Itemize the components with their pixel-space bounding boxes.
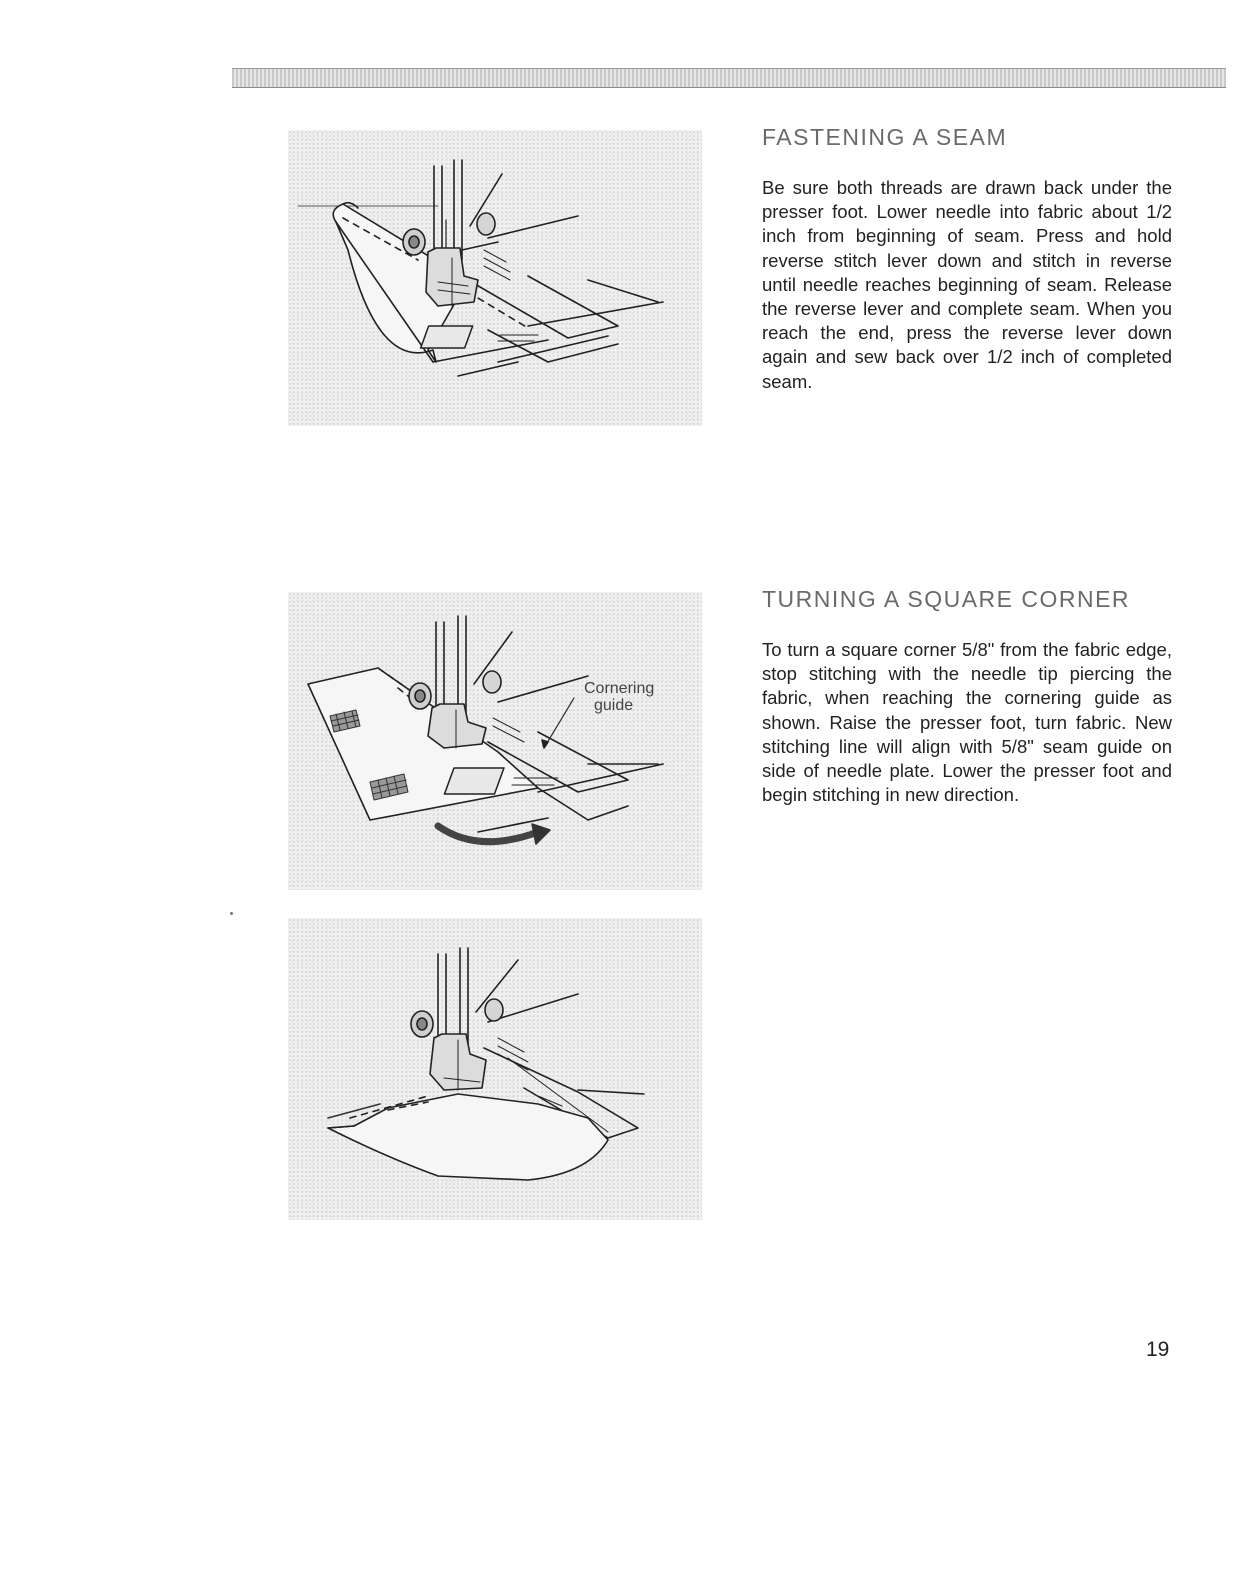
cornering-guide-callout: Cornering bbox=[584, 680, 655, 697]
fastening-seam-heading: FASTENING A SEAM bbox=[762, 124, 1008, 150]
page-number: 19 bbox=[1146, 1338, 1170, 1361]
new-direction-illustration bbox=[288, 918, 702, 1220]
header-rule bbox=[232, 68, 1226, 88]
square-corner-illustration bbox=[288, 592, 702, 890]
scan-speck bbox=[230, 912, 233, 915]
square-corner-heading: TURNING A SQUARE CORNER bbox=[762, 586, 1131, 612]
fastening-seam-illustration bbox=[288, 130, 702, 426]
cornering-guide-callout-line2: guide bbox=[594, 697, 634, 714]
fastening-seam-instructions: Be sure both threads are drawn back under the presser foot. Lower needle into fabric about 1/2 inch from beginning of seam. Press and hold reverse stitch lever down and stitch in reverse until needle reaches beginning of seam. Release the reverse lever and complete seam. When you reach the end, press the reverse lever down again and sew back over 1/2 inch of completed seam. bbox=[762, 177, 1172, 392]
square-corner-instructions: To turn a square corner 5/8" from the fabric edge, stop stitching with the needle tip piercing the fabric, when reaching the cornering guide as shown. Raise the presser foot, turn fabric. New stitching line will align with 5/8" seam guide on side of needle plate. Lower the presser foot and begin stitching in new direction. bbox=[762, 639, 1172, 806]
